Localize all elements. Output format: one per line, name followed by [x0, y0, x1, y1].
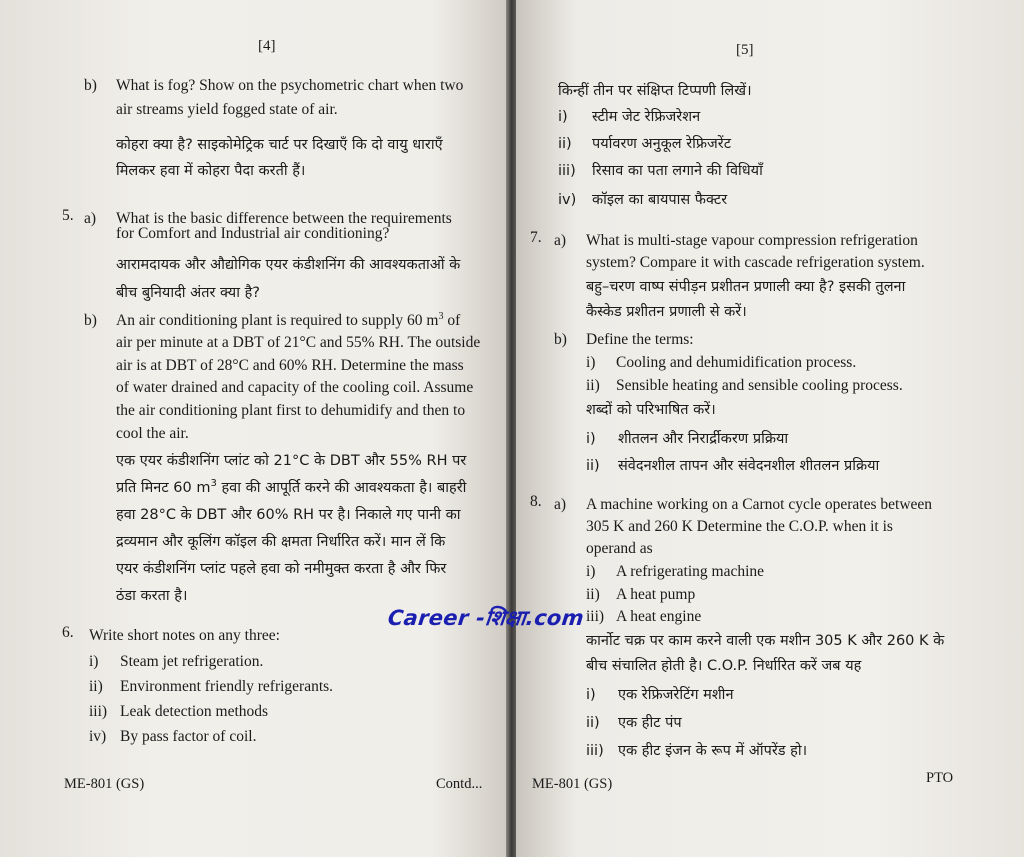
question-text-hindi: हवा 28°C के DBT और 60% RH पर है। निकाले गए पानी का — [116, 507, 461, 523]
list-item-number: ii) — [586, 377, 600, 394]
list-item-number: iii) — [586, 608, 605, 625]
right-page — [516, 0, 1024, 857]
list-item: Sensible heating and sensible cooling process. — [616, 377, 903, 394]
question-text: the air conditioning plant first to dehumidify and then to — [116, 402, 466, 419]
question-text: system? Compare it with cascade refrigeration system. — [586, 254, 925, 271]
list-item-number: ii) — [558, 136, 572, 152]
question-text-hindi: बीच संचालित होती है। C.O.P. निर्धारित करें जब यह — [586, 658, 862, 674]
question-text-hindi: एक एयर कंडीशनिंग प्लांट को 21°C के DBT और 55% RH पर — [116, 453, 467, 469]
question-text: cool the air. — [116, 425, 189, 442]
list-item: A heat pump — [616, 586, 696, 603]
list-item-number: ii) — [89, 678, 103, 695]
list-item-number: i) — [586, 354, 596, 371]
question-label: a) — [554, 232, 567, 249]
list-item: संवेदनशील तापन और संवेदनशील शीतलन प्रक्रिया — [618, 458, 880, 474]
question-text: What is the basic difference between the requirements — [116, 210, 452, 227]
list-item-number: iv) — [558, 192, 577, 208]
list-item: पर्यावरण अनुकूल रेफ्रिजरेंट — [592, 136, 732, 152]
watermark-logo: Career -शिक्षा.com — [386, 606, 586, 630]
question-text-hindi: मिलकर हवा में कोहरा पैदा करती हैं। — [116, 163, 306, 179]
list-item-number: iii) — [586, 743, 604, 759]
question-text-hindi: ठंडा करता है। — [116, 588, 188, 604]
list-item-number: ii) — [586, 715, 600, 731]
list-item: By pass factor of coil. — [120, 728, 257, 745]
question-text: What is multi-stage vapour compression refrigeration — [586, 232, 918, 249]
question-number: 6. — [62, 624, 74, 641]
list-item: एक हीट इंजन के रूप में ऑपरेंड हो। — [618, 743, 808, 759]
question-text-hindi: कोहरा क्या है? साइकोमेट्रिक चार्ट पर दिखाएँ कि दो वायु धाराएँ — [116, 137, 443, 153]
list-item: शीतलन और निरार्द्रीकरण प्रक्रिया — [618, 431, 789, 447]
list-item: रिसाव का पता लगाने की विधियाँ — [592, 163, 763, 179]
list-item: कॉइल का बायपास फैक्टर — [592, 192, 728, 208]
question-text: 305 K and 260 K Determine the C.O.P. when it is — [586, 518, 893, 535]
list-item-number: i) — [586, 563, 596, 580]
question-number: 7. — [530, 229, 542, 246]
question-text-hindi: द्रव्यमान और कूलिंग कॉइल की क्षमता निर्धारित करें। मान लें कि — [116, 534, 446, 550]
question-text-hindi: बीच बुनियादी अंतर क्या है? — [116, 285, 260, 301]
list-item-number: i) — [586, 431, 596, 447]
list-item: Steam jet refrigeration. — [120, 653, 264, 670]
left-page — [0, 0, 508, 857]
question-label: a) — [554, 496, 567, 513]
question-text: air per minute at a DBT of 21°C and 55% RH. The outside — [116, 334, 481, 351]
question-text-hindi: बहु–चरण वाष्प संपीड़न प्रशीतन प्रणाली क्या है? इसकी तुलना — [586, 279, 906, 295]
page-number: [4] — [258, 38, 276, 54]
page-number: [5] — [736, 42, 754, 58]
question-text: air is at DBT of 28°C and 60% RH. Determine the mass — [116, 357, 464, 374]
question-text-hindi: एयर कंडीशनिंग प्लांट पहले हवा को नमीमुक्त करता है और फिर — [116, 561, 447, 577]
question-text: for Comfort and Industrial air conditioning? — [116, 225, 390, 242]
question-text: Define the terms: — [586, 331, 694, 348]
list-item-number: i) — [558, 109, 568, 125]
question-number: 8. — [530, 493, 542, 510]
question-label: b) — [554, 331, 567, 348]
question-text: air streams yield fogged state of air. — [116, 101, 338, 118]
list-item-number: iv) — [89, 728, 107, 745]
question-text-hindi: शब्दों को परिभाषित करें। — [586, 402, 716, 418]
question-text: A machine working on a Carnot cycle operates between — [586, 496, 933, 513]
question-number: 5. — [62, 207, 74, 224]
list-item: Leak detection methods — [120, 703, 269, 720]
question-label: a) — [84, 210, 97, 227]
list-item-number: iii) — [89, 703, 108, 720]
list-item-number: ii) — [586, 586, 600, 603]
question-text-hindi: कार्नोट चक्र पर काम करने वाली एक मशीन 305 K और 260 K के — [586, 633, 945, 649]
list-item-number: iii) — [558, 163, 576, 179]
list-item: A refrigerating machine — [616, 563, 765, 580]
list-item-number: i) — [586, 687, 596, 703]
question-text-hindi: कैस्केड प्रशीतन प्रणाली से करें। — [586, 304, 747, 320]
question-text-hindi: आरामदायक और औद्योगिक एयर कंडीशनिंग की आवश्यकताओं के — [116, 257, 461, 273]
footer-contd: Contd... — [436, 776, 483, 792]
question-text: of water drained and capacity of the cooling coil. Assume — [116, 379, 474, 396]
footer-paper-code: ME-801 (GS) — [532, 776, 613, 792]
question-text: An air conditioning plant is required to supply 60 $m^3$ of — [116, 310, 461, 329]
list-item: Environment friendly refrigerants. — [120, 678, 334, 695]
list-item: Cooling and dehumidification process. — [616, 354, 857, 371]
list-item: स्टीम जेट रेफ्रिजरेशन — [592, 109, 701, 125]
question-label: b) — [84, 312, 97, 329]
question-text-hindi: किन्हीं तीन पर संक्षिप्त टिप्पणी लिखें। — [558, 83, 752, 99]
footer-paper-code: ME-801 (GS) — [64, 776, 145, 792]
question-label: b) — [84, 77, 97, 94]
list-item-number: i) — [89, 653, 99, 670]
question-text: operand as — [586, 540, 653, 557]
list-item: एक रेफ्रिजरेटिंग मशीन — [618, 687, 734, 703]
list-item: एक हीट पंप — [618, 715, 682, 731]
list-item: A heat engine — [616, 608, 702, 625]
question-text: Write short notes on any three: — [89, 627, 280, 644]
footer-pto: PTO — [926, 770, 954, 786]
question-text-hindi: प्रति मिनट 60 $m^3$ हवा की आपूर्ति करने की आवश्यकता है। बाहरी — [116, 478, 467, 496]
list-item-number: ii) — [586, 458, 600, 474]
question-text: What is fog? Show on the psychometric chart when two — [116, 77, 464, 94]
